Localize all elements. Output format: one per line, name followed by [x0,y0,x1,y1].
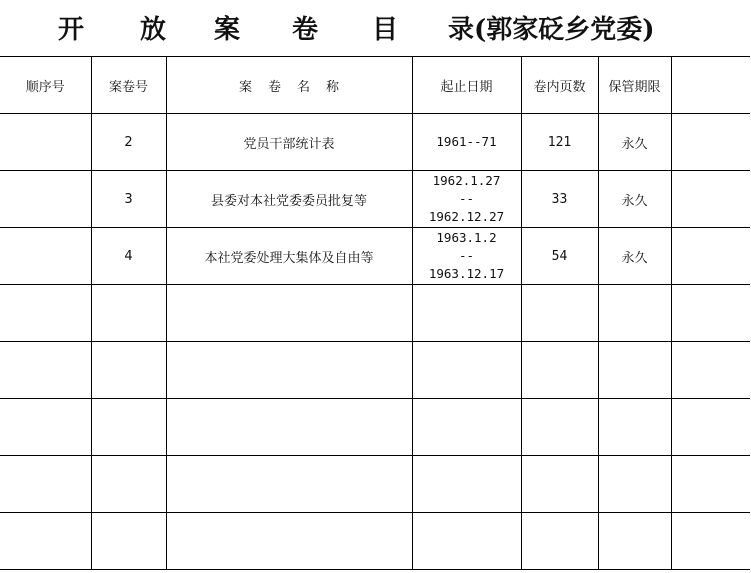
date-line: 1962.12.27 [428,209,505,224]
cell-file-no: 3 [91,171,166,228]
cell-empty [521,513,598,570]
cell-empty [598,342,671,399]
empty-row [0,399,750,456]
date-line: -- [458,248,475,263]
cell-empty [166,285,412,342]
col-header-blank [671,57,750,114]
empty-row [0,285,750,342]
cell-empty [598,399,671,456]
cell-empty [521,456,598,513]
cell-empty [598,285,671,342]
cell-empty [412,456,521,513]
empty-row [0,513,750,570]
header-row [0,57,750,114]
cell-empty [0,342,91,399]
col-header-date: 起止日期 [412,57,521,114]
cell-blank [671,228,750,285]
col-header-pages: 卷内页数 [521,57,598,114]
cell-empty [166,513,412,570]
title-char: 卷 [292,15,319,45]
cell-blank [671,171,750,228]
cell-empty [91,285,166,342]
col-header-seq: 顺序号 [0,57,91,114]
cell-empty [412,513,521,570]
empty-row [0,456,750,513]
cell-empty [412,399,521,456]
cell-empty [91,456,166,513]
empty-row [0,342,750,399]
title-char: 开 [58,15,85,45]
cell-empty [0,399,91,456]
cell-empty [91,342,166,399]
cell-file-no: 2 [91,114,166,171]
cell-empty [412,342,521,399]
col-header-name [166,57,412,114]
cell-empty [521,285,598,342]
cell-seq [0,228,91,285]
cell-empty [671,342,750,399]
cell-retention: 永久 [598,171,671,228]
cell-empty [91,513,166,570]
col-header-name-text: 案卷名称 [238,79,355,95]
table-row [0,228,750,285]
cell-empty [521,399,598,456]
cell-name: 本社党委处理大集体及自由等 [166,228,412,285]
col-header-file-no: 案卷号 [91,57,166,114]
page-title [0,8,751,52]
cell-empty [671,399,750,456]
cell-empty [671,456,750,513]
date-line: 1962.1.27 [432,173,501,188]
cell-empty [91,399,166,456]
cell-seq [0,114,91,171]
cell-empty [412,285,521,342]
cell-empty [598,456,671,513]
date-line: 1961--71 [436,134,497,149]
date-line: -- [458,191,475,206]
title-char: 目 [372,15,399,45]
cell-file-no: 4 [91,228,166,285]
cell-date [412,228,521,285]
date-line: 1963.1.2 [436,230,497,245]
title-char: 案 [214,15,241,45]
cell-retention: 永久 [598,228,671,285]
title-char: 录(郭家砭乡党委) [448,15,655,45]
col-header-retention: 保管期限 [598,57,671,114]
cell-seq [0,171,91,228]
cell-empty [671,513,750,570]
cell-empty [166,342,412,399]
cell-pages: 121 [521,114,598,171]
cell-empty [0,456,91,513]
title-char: 放 [140,15,167,45]
cell-empty [671,285,750,342]
cell-date [412,114,521,171]
cell-empty [598,513,671,570]
date-line: 1963.12.17 [428,266,505,281]
cell-name: 党员干部统计表 [166,114,412,171]
table-row [0,171,750,228]
cell-date [412,171,521,228]
catalog-body [0,114,750,570]
cell-name: 县委对本社党委委员批复等 [166,171,412,228]
cell-empty [166,456,412,513]
cell-pages: 33 [521,171,598,228]
cell-empty [0,513,91,570]
catalog-table [0,56,750,570]
table-row [0,114,750,171]
cell-blank [671,114,750,171]
cell-empty [521,342,598,399]
cell-pages: 54 [521,228,598,285]
cell-retention: 永久 [598,114,671,171]
cell-empty [166,399,412,456]
cell-empty [0,285,91,342]
